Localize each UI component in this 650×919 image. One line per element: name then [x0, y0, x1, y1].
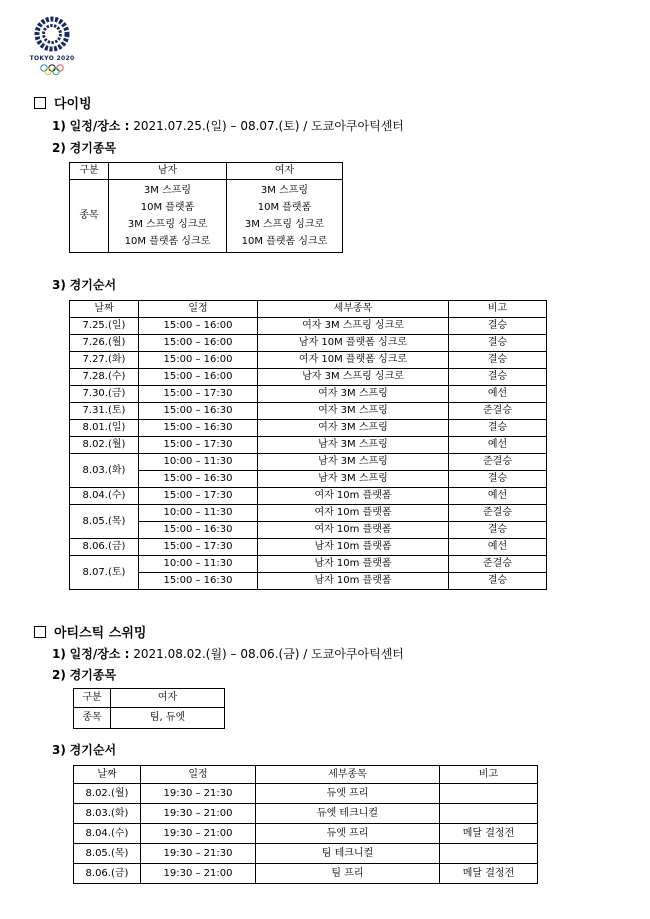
event-cell: 팀 프리 [256, 864, 440, 884]
table-row [70, 437, 547, 454]
header-time: 일정 [139, 301, 258, 318]
table-row [70, 539, 547, 556]
date-cell: 8.02.(월) [74, 784, 141, 804]
event-cell: 듀엣 프리 [256, 824, 440, 844]
event-cell: 여자 3M 스프링 [258, 386, 449, 403]
time-cell: 19:30 – 21:00 [141, 804, 256, 824]
note-cell: 결승 [449, 420, 547, 437]
event-cell: 여자 3M 스프링 [258, 420, 449, 437]
time-cell: 15:00 – 16:00 [139, 318, 258, 335]
header-time: 일정 [141, 766, 256, 784]
header-event: 세부종목 [258, 301, 449, 318]
event-cell: 여자 10m 플랫폼 [258, 505, 449, 522]
note-cell: 결승 [449, 369, 547, 386]
date-cell: 8.02.(월) [70, 437, 139, 454]
event-cell: 남자 3M 스프링 싱크로 [258, 369, 449, 386]
artistic-section-title: 아티스틱 스위밍 [34, 622, 146, 641]
table-row [70, 556, 547, 573]
date-cell: 8.01.(일) [70, 420, 139, 437]
time-cell: 15:00 – 16:00 [139, 352, 258, 369]
header-women: 여자 [227, 163, 343, 180]
time-cell: 15:00 – 17:30 [139, 539, 258, 556]
date-cell: 7.25.(일) [70, 318, 139, 335]
date-cell: 8.04.(수) [70, 488, 139, 505]
header-date: 날짜 [70, 301, 139, 318]
date-cell: 8.03.(화) [74, 804, 141, 824]
diving-order-heading: 3) 경기순서 [52, 278, 117, 292]
event-cell: 남자 3M 스프링 [258, 437, 449, 454]
event-cell: 팀 테크니컬 [256, 844, 440, 864]
header-date: 날짜 [74, 766, 141, 784]
event-cell: 남자 10m 플랫폼 [258, 556, 449, 573]
date-cell: 7.27.(화) [70, 352, 139, 369]
diving-schedule-line: 1) 일정/장소 : 2021.07.25.(일) – 08.07.(토) / 도쿄아쿠아틱센터 [52, 119, 404, 133]
table-row [70, 352, 547, 369]
header-category: 구분 [74, 689, 111, 708]
table-row [70, 505, 547, 522]
note-cell: 예선 [449, 488, 547, 505]
time-cell: 19:30 – 21:30 [141, 844, 256, 864]
event-cell: 여자 3M 스프링 싱크로 [258, 318, 449, 335]
artistic-schedule-value: 2021.08.02.(월) – 08.06.(금) / 도쿄아쿠아틱센터 [133, 647, 404, 661]
date-cell: 8.05.(목) [74, 844, 141, 864]
event-cell: 남자 3M 스프링 [258, 471, 449, 488]
time-cell: 15:00 – 17:30 [139, 386, 258, 403]
logo-text: TOKYO 2020 [29, 55, 75, 62]
note-cell: 결승 [449, 352, 547, 369]
note-cell [440, 804, 538, 824]
time-cell: 10:00 – 11:30 [139, 454, 258, 471]
olympic-emblem-icon [26, 14, 78, 76]
tokyo-2020-logo [26, 14, 78, 76]
table-row [74, 824, 538, 844]
header-event: 세부종목 [256, 766, 440, 784]
artistic-events-heading: 2) 경기종목 [52, 668, 117, 682]
note-cell: 예선 [449, 437, 547, 454]
table-row [70, 369, 547, 386]
note-cell: 메달 결정전 [440, 824, 538, 844]
note-cell: 준결승 [449, 454, 547, 471]
table-row [70, 471, 547, 488]
note-cell: 결승 [449, 335, 547, 352]
header-note: 비고 [440, 766, 538, 784]
note-cell: 준결승 [449, 505, 547, 522]
time-cell: 15:00 – 16:30 [139, 522, 258, 539]
diving-schedule-value: 2021.07.25.(일) – 08.07.(토) / 도쿄아쿠아틱센터 [133, 119, 404, 133]
artistic-events-table [73, 688, 225, 729]
event-cell: 남자 10m 플랫폼 [258, 573, 449, 590]
note-cell: 메달 결정전 [440, 864, 538, 884]
event-cell: 여자 10m 플랫폼 [258, 488, 449, 505]
table-row [70, 335, 547, 352]
women-events-cell: 3M 스프링 10M 플랫폼 3M 스프링 싱크로 10M 플랫폼 싱크로 [227, 180, 343, 253]
note-cell [440, 844, 538, 864]
diving-events-table [69, 162, 343, 253]
table-row [70, 454, 547, 471]
time-cell: 10:00 – 11:30 [139, 505, 258, 522]
table-row [74, 844, 538, 864]
time-cell: 19:30 – 21:00 [141, 824, 256, 844]
event-cell: 듀엣 테크니컬 [256, 804, 440, 824]
note-cell: 결승 [449, 522, 547, 539]
row-label-events: 종목 [70, 180, 109, 253]
note-cell: 예선 [449, 539, 547, 556]
artistic-schedule-line: 1) 일정/장소 : 2021.08.02.(월) – 08.06.(금) / 도쿄아쿠아틱센터 [52, 647, 404, 661]
women-events-cell: 팀, 듀엣 [111, 708, 225, 729]
diving-section-title: 다이빙 [34, 93, 92, 112]
table-row [70, 573, 547, 590]
event-cell: 남자 10m 플랫폼 [258, 539, 449, 556]
time-cell: 15:00 – 16:30 [139, 573, 258, 590]
table-row [70, 318, 547, 335]
checkbox-square-icon [34, 97, 46, 109]
table-row [70, 420, 547, 437]
note-cell: 결승 [449, 573, 547, 590]
time-cell: 19:30 – 21:00 [141, 864, 256, 884]
date-cell: 7.31.(토) [70, 403, 139, 420]
event-cell: 여자 10m 플랫폼 [258, 522, 449, 539]
event-cell: 여자 10M 플랫폼 싱크로 [258, 352, 449, 369]
note-cell: 결승 [449, 318, 547, 335]
header-men: 남자 [109, 163, 227, 180]
header-category: 구분 [70, 163, 109, 180]
event-cell: 남자 3M 스프링 [258, 454, 449, 471]
header-women: 여자 [111, 689, 225, 708]
date-cell: 8.04.(수) [74, 824, 141, 844]
table-row [70, 386, 547, 403]
diving-events-heading: 2) 경기종목 [52, 141, 117, 155]
men-events-cell: 3M 스프링 10M 플랫폼 3M 스프링 싱크로 10M 플랫폼 싱크로 [109, 180, 227, 253]
time-cell: 15:00 – 16:00 [139, 335, 258, 352]
note-cell: 결승 [449, 471, 547, 488]
artistic-order-heading: 3) 경기순서 [52, 743, 117, 757]
table-row [70, 522, 547, 539]
table-row [70, 488, 547, 505]
note-cell: 예선 [449, 386, 547, 403]
time-cell: 15:00 – 16:30 [139, 403, 258, 420]
checkbox-square-icon [34, 626, 46, 638]
diving-order-table [69, 300, 547, 590]
event-cell: 여자 3M 스프링 [258, 403, 449, 420]
artistic-order-table [73, 765, 538, 884]
time-cell: 15:00 – 16:30 [139, 420, 258, 437]
table-row [74, 864, 538, 884]
time-cell: 15:00 – 16:00 [139, 369, 258, 386]
event-cell: 듀엣 프리 [256, 784, 440, 804]
event-cell: 남자 10M 플랫폼 싱크로 [258, 335, 449, 352]
table-row [70, 403, 547, 420]
date-cell: 8.07.(토) [70, 556, 139, 590]
date-cell: 7.28.(수) [70, 369, 139, 386]
date-cell: 7.26.(월) [70, 335, 139, 352]
time-cell: 19:30 – 21:30 [141, 784, 256, 804]
time-cell: 15:00 – 17:30 [139, 488, 258, 505]
date-cell: 8.06.(금) [70, 539, 139, 556]
time-cell: 10:00 – 11:30 [139, 556, 258, 573]
note-cell: 준결승 [449, 556, 547, 573]
date-cell: 8.05.(목) [70, 505, 139, 539]
note-cell [440, 784, 538, 804]
note-cell: 준결승 [449, 403, 547, 420]
table-row [74, 804, 538, 824]
time-cell: 15:00 – 17:30 [139, 437, 258, 454]
date-cell: 8.06.(금) [74, 864, 141, 884]
header-note: 비고 [449, 301, 547, 318]
time-cell: 15:00 – 16:30 [139, 471, 258, 488]
row-label-events: 종목 [74, 708, 111, 729]
date-cell: 7.30.(금) [70, 386, 139, 403]
table-row [74, 784, 538, 804]
date-cell: 8.03.(화) [70, 454, 139, 488]
